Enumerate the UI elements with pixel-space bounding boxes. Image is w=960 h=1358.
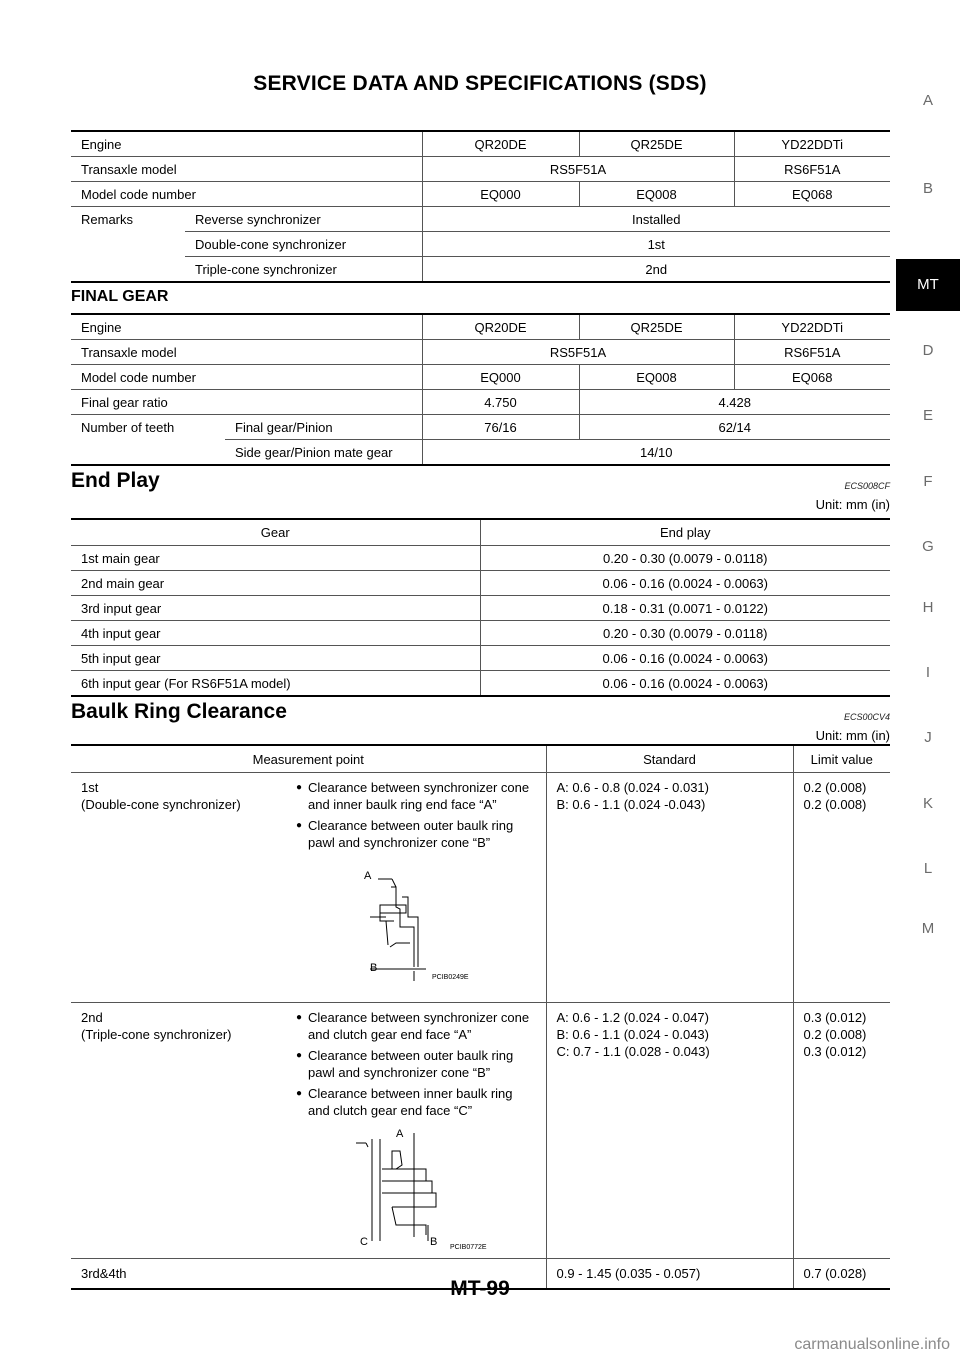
end-play-cell: 0.18 - 0.31 (0.0071 - 0.0122) [480, 596, 890, 621]
figure-double-cone [296, 857, 526, 981]
table-row [71, 1003, 890, 1259]
end-play-unit: Unit: mm (in) [815, 497, 890, 512]
remark-item: Double-cone synchronizer [185, 232, 422, 257]
transaxle-cell: RS5F51A [422, 340, 734, 365]
final-gear-title: FINAL GEAR [71, 288, 169, 305]
standard-line: A: 0.6 - 1.2 (0.024 - 0.047) [556, 1010, 709, 1025]
measurement-name-line: (Triple-cone synchronizer) [81, 1027, 232, 1042]
engine-label: Engine [71, 131, 422, 157]
table-row [71, 340, 890, 365]
engine-cell: QR20DE [422, 131, 579, 157]
end-play-cell: 0.06 - 0.16 (0.0024 - 0.0063) [480, 646, 890, 671]
gear-cell: 3rd input gear [71, 596, 480, 621]
gear-cell: 4th input gear [71, 621, 480, 646]
remark-value: 2nd [422, 257, 890, 283]
engine-cell: YD22DDTi [734, 131, 890, 157]
column-header: Limit value [793, 745, 890, 773]
ratio-cell: 4.428 [579, 390, 890, 415]
engine-cell: QR20DE [422, 314, 579, 340]
table-row [71, 257, 890, 283]
tab-m[interactable]: M [921, 920, 935, 937]
figure-triple-cone [296, 1125, 526, 1249]
gear-cell: 1st main gear [71, 546, 480, 571]
model-code-cell: EQ000 [422, 182, 579, 207]
table-row [71, 621, 890, 646]
ratio-label: Final gear ratio [71, 390, 422, 415]
table-row [71, 390, 890, 415]
ratio-cell: 4.750 [422, 390, 579, 415]
page-number: MT-99 [450, 1277, 510, 1300]
remarks-label: Remarks [71, 207, 185, 283]
measurement-description [286, 1003, 546, 1259]
figure-label-c: C [360, 1236, 368, 1248]
section-tabs [896, 0, 960, 1358]
bullet-item: ● Clearance between synchronizer cone and inner baulk ring end face “A” [296, 779, 536, 813]
triple-cone-illustration [296, 1125, 526, 1249]
measurement-name-line: 1st [81, 780, 99, 795]
measurement-name-line: (Double-cone synchronizer) [81, 797, 241, 812]
watermark: carmanualsonline.info [794, 1336, 950, 1353]
end-play-table [71, 518, 890, 697]
measurement-description [286, 773, 546, 1003]
engine-cell: QR25DE [579, 314, 734, 340]
tab-a[interactable]: A [922, 92, 933, 109]
gear-cell: 2nd main gear [71, 571, 480, 596]
tab-g[interactable]: G [922, 538, 934, 555]
figure-label-b: B [370, 962, 378, 974]
baulk-unit: Unit: mm (in) [815, 728, 890, 743]
standard-line: B: 0.6 - 1.1 (0.024 - 0.043) [556, 1027, 709, 1042]
table-row [71, 314, 890, 340]
baulk-table [71, 744, 890, 1290]
limit-cell [793, 773, 890, 1003]
teeth-label: Number of teeth [71, 415, 225, 466]
synchronizer-table [71, 130, 890, 283]
limit-cell [793, 1003, 890, 1259]
measurement-name [71, 1003, 286, 1259]
tab-d[interactable]: D [922, 342, 934, 359]
gear-cell: 6th input gear (For RS6F51A model) [71, 671, 480, 697]
teeth-value: 14/10 [422, 440, 890, 466]
engine-label: Engine [71, 314, 422, 340]
transaxle-cell: RS6F51A [734, 340, 890, 365]
table-row [71, 365, 890, 390]
table-row [71, 773, 890, 1003]
teeth-item: Side gear/Pinion mate gear [225, 440, 422, 466]
transaxle-cell: RS5F51A [422, 157, 734, 182]
remark-value: 1st [422, 232, 890, 257]
column-header: Standard [546, 745, 793, 773]
model-code-cell: EQ000 [422, 365, 579, 390]
table-row [71, 571, 890, 596]
measurement-name-line: 2nd [81, 1010, 103, 1025]
bullet-item: ● Clearance between outer baulk ring pawl and synchronizer cone “B” [296, 1047, 536, 1081]
table-row [71, 157, 890, 182]
table-row [71, 232, 890, 257]
end-play-code: ECS008CF [844, 481, 890, 491]
table-row [71, 131, 890, 157]
end-play-cell: 0.06 - 0.16 (0.0024 - 0.0063) [480, 671, 890, 697]
remark-item: Reverse synchronizer [185, 207, 422, 232]
baulk-code: ECS00CV4 [843, 712, 890, 722]
model-code-label: Model code number [71, 365, 422, 390]
bullet-list [296, 1009, 536, 1119]
table-row [71, 646, 890, 671]
figure-code: PCIB0772E [450, 1244, 487, 1251]
standard-cell [546, 773, 793, 1003]
page-title: SERVICE DATA AND SPECIFICATIONS (SDS) [253, 72, 707, 95]
table-row [71, 182, 890, 207]
tab-h[interactable]: H [922, 599, 934, 616]
teeth-value: 76/16 [422, 415, 579, 440]
figure-label-a: A [364, 870, 372, 882]
bullet-item: ● Clearance between outer baulk ring pawl and synchronizer cone “B” [296, 817, 536, 851]
limit-line: 0.2 (0.008) [803, 780, 867, 795]
table-row [71, 415, 890, 440]
bullet-list [296, 779, 536, 851]
tab-k[interactable]: K [922, 795, 933, 812]
gear-cell: 5th input gear [71, 646, 480, 671]
column-header: Gear [71, 519, 480, 546]
standard-cell [546, 1003, 793, 1259]
standard-line: B: 0.6 - 1.1 (0.024 -0.043) [556, 797, 706, 812]
limit-line: 0.3 (0.012) [803, 1010, 867, 1025]
tab-e[interactable]: E [922, 407, 933, 424]
standard-cell: 0.9 - 1.45 (0.035 - 0.057) [546, 1259, 793, 1290]
remark-value: Installed [422, 207, 890, 232]
model-code-cell: EQ008 [579, 365, 734, 390]
limit-line: 0.2 (0.008) [803, 797, 867, 812]
tab-b[interactable]: B [922, 180, 933, 197]
measurement-name: 3rd&4th [81, 1266, 127, 1281]
tab-mt[interactable]: MT [896, 259, 960, 311]
end-play-cell: 0.06 - 0.16 (0.0024 - 0.0063) [480, 571, 890, 596]
double-cone-illustration [296, 857, 526, 981]
tab-j[interactable]: J [924, 729, 932, 746]
limit-cell: 0.7 (0.028) [793, 1259, 890, 1290]
engine-cell: QR25DE [579, 131, 734, 157]
bullet-item: ● Clearance between synchronizer cone and clutch gear end face “A” [296, 1009, 536, 1043]
figure-label-a: A [396, 1128, 404, 1140]
transaxle-cell: RS6F51A [734, 157, 890, 182]
transaxle-label: Transaxle model [71, 340, 422, 365]
column-header: Measurement point [71, 745, 546, 773]
teeth-value: 62/14 [579, 415, 890, 440]
model-code-cell: EQ068 [734, 365, 890, 390]
model-code-cell: EQ008 [579, 182, 734, 207]
model-code-cell: EQ068 [734, 182, 890, 207]
transaxle-label: Transaxle model [71, 157, 422, 182]
tab-i[interactable]: I [925, 664, 931, 681]
table-row [71, 671, 890, 697]
final-gear-table [71, 313, 890, 466]
table-header-row [71, 519, 890, 546]
column-header: End play [480, 519, 890, 546]
bullet-item: ● Clearance between inner baulk ring and clutch gear end face “C” [296, 1085, 536, 1119]
tab-f[interactable]: F [923, 473, 933, 490]
end-play-cell: 0.20 - 0.30 (0.0079 - 0.0118) [480, 621, 890, 646]
table-header-row [71, 745, 890, 773]
engine-cell: YD22DDTi [734, 314, 890, 340]
end-play-title: End Play [71, 469, 160, 492]
teeth-item: Final gear/Pinion [225, 415, 422, 440]
figure-code: PCIB0249E [432, 974, 469, 981]
table-row [71, 546, 890, 571]
standard-line: A: 0.6 - 0.8 (0.024 - 0.031) [556, 780, 709, 795]
remark-item: Triple-cone synchronizer [185, 257, 422, 283]
end-play-cell: 0.20 - 0.30 (0.0079 - 0.0118) [480, 546, 890, 571]
model-code-label: Model code number [71, 182, 422, 207]
limit-line: 0.3 (0.012) [803, 1044, 867, 1059]
measurement-name [71, 773, 286, 1003]
table-row [71, 596, 890, 621]
standard-line: C: 0.7 - 1.1 (0.028 - 0.043) [556, 1044, 710, 1059]
limit-line: 0.2 (0.008) [803, 1027, 867, 1042]
figure-label-b: B [430, 1236, 438, 1248]
table-row [71, 207, 890, 232]
baulk-title: Baulk Ring Clearance [71, 700, 287, 723]
tab-l[interactable]: L [923, 860, 933, 877]
